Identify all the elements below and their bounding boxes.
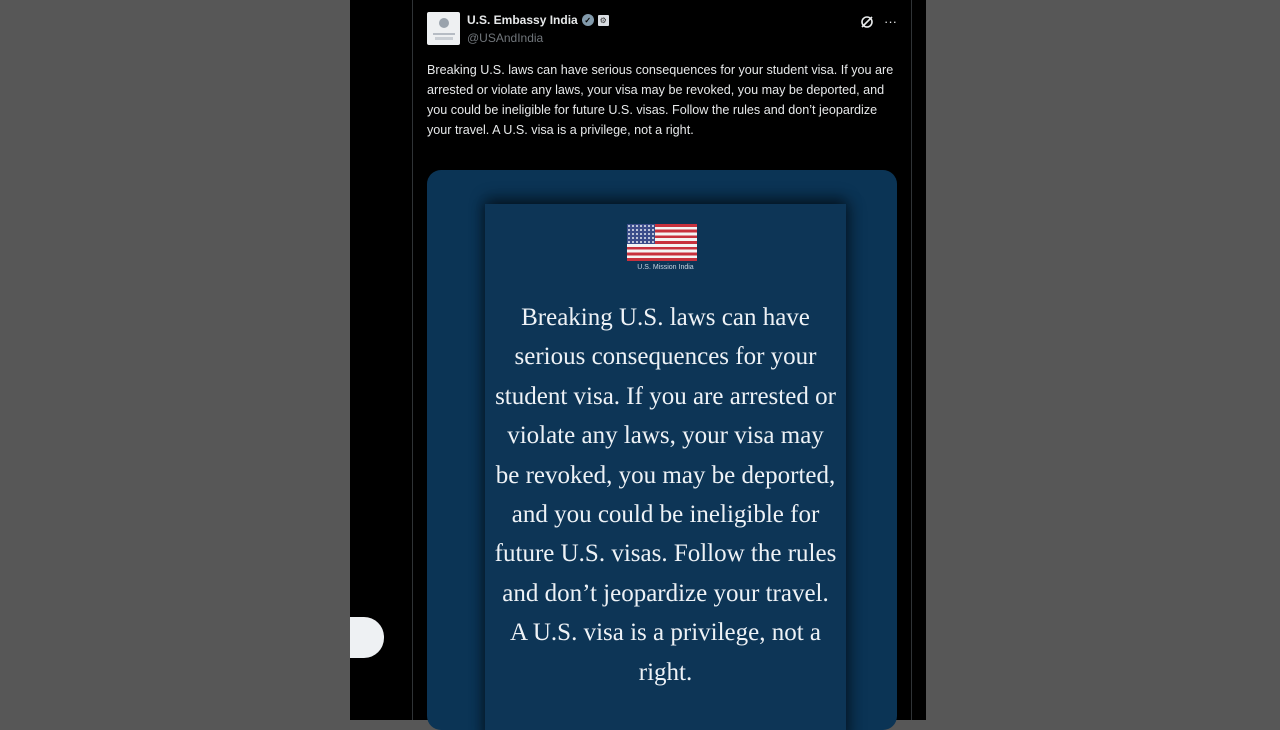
government-affiliation-icon[interactable]: ⚙ (599, 15, 607, 25)
tweet-column (412, 0, 912, 720)
tweet-media-image[interactable] (427, 170, 897, 730)
embassy-seal-icon (439, 18, 449, 28)
author-display-name[interactable]: U.S. Embassy India (467, 13, 578, 27)
grok-icon[interactable] (860, 15, 874, 29)
author-info (467, 12, 609, 46)
avatar[interactable] (427, 12, 460, 45)
author-handle[interactable]: @USAndIndia (467, 31, 544, 45)
tweet-header (427, 12, 897, 48)
media-text: Breaking U.S. laws can have serious consequences for your student visa. If you are arrested or violate any laws, your visa may be revoked, you may be deported, and you could be ineligible for future U.S. visas. Follow the rules and don’t jeopardize your travel. A U.S. visa is a privilege, not a right. (494, 304, 837, 686)
verified-badge-icon[interactable]: ✓ (582, 14, 594, 26)
avatar-text-line (435, 37, 453, 40)
flag-caption: U.S. Mission India (637, 264, 694, 271)
flag-canton (627, 224, 655, 244)
tweet-text: Breaking U.S. laws can have serious consequences for your student visa. If you are arrested or violate any laws, your visa may be revoked, you may be deported, and you could be ineligible for future U.S. visas. Follow the rules and don’t jeopardize your travel. A U.S. visa is a privilege, not a right. (427, 63, 894, 137)
avatar-text-line (433, 33, 455, 35)
us-flag-icon (627, 224, 697, 261)
media-card (485, 204, 846, 730)
more-options-button[interactable]: ··· (884, 14, 897, 29)
tweet-actions (860, 14, 897, 29)
